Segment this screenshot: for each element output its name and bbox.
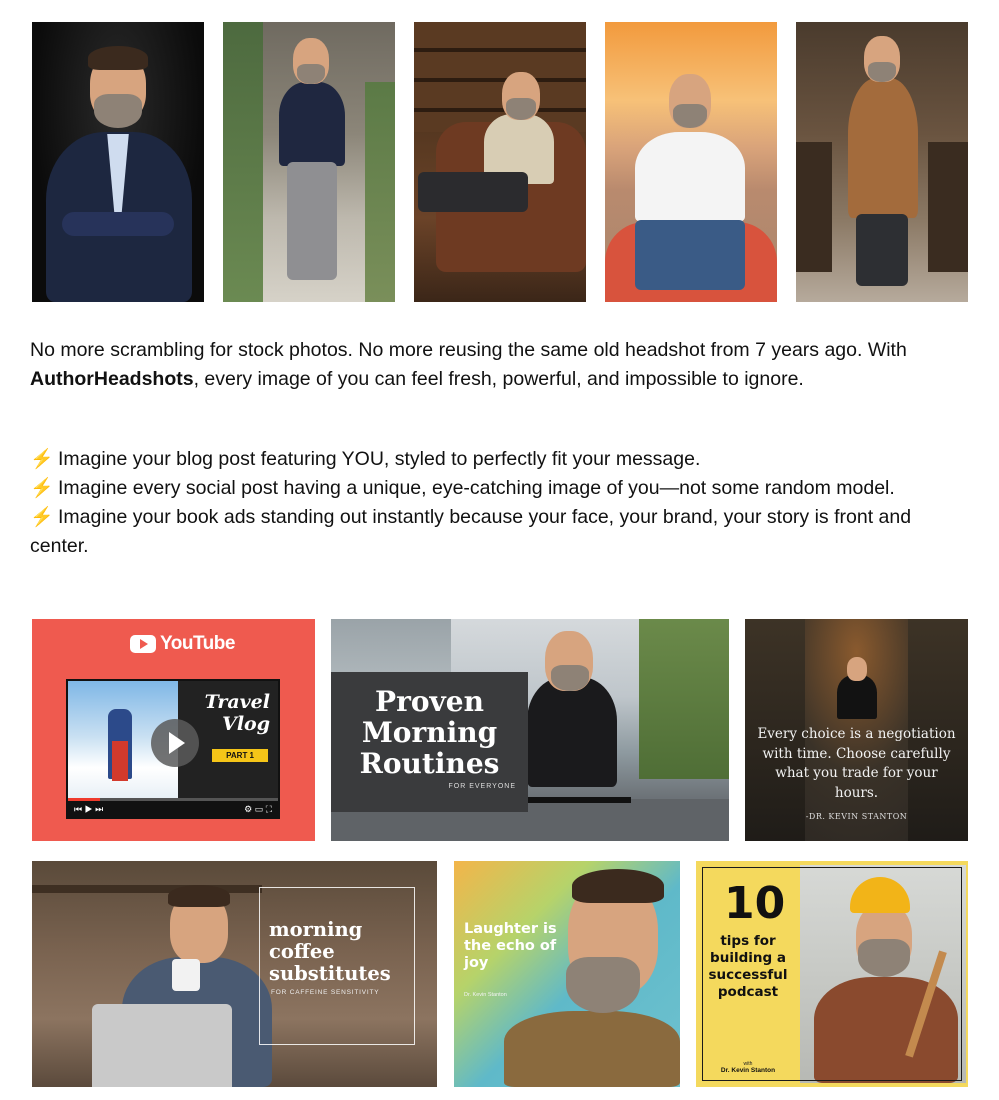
figure-hair — [572, 869, 664, 903]
intro-text-before: No more scrambling for stock photos. No more reusing the same old headshot from 7 years ago. With — [30, 339, 907, 361]
figure-shirt — [504, 1011, 680, 1087]
headshot-photo-car — [605, 22, 777, 302]
benefit-text: Imagine your blog post featuring YOU, styled to perfectly fit your message. — [58, 448, 701, 470]
plants-left — [223, 22, 263, 302]
plants-right — [365, 82, 395, 302]
morning-routines-example — [331, 619, 729, 841]
youtube-thumbnail-example — [32, 619, 315, 841]
video-title: Travel Vlog — [204, 691, 270, 735]
youtube-logo-text: YouTube — [160, 633, 235, 654]
figure-beard — [94, 94, 142, 128]
headshot-photo-library — [414, 22, 586, 302]
video-controls — [68, 801, 278, 817]
figure-hair — [88, 46, 148, 70]
figure-legs — [418, 172, 528, 212]
podcast-tips-example — [696, 861, 968, 1087]
figure-apron — [848, 78, 918, 218]
playback-controls-icon: ⏮ ▶ ⏭ — [74, 803, 104, 814]
figure-tshirt — [635, 132, 745, 222]
trees-right — [639, 619, 729, 779]
card-title: Proven Morning Routines — [359, 685, 500, 780]
youtube-logo — [130, 633, 235, 655]
card-subtitle: FOR EVERYONE — [448, 783, 516, 790]
quote-graphic-example — [745, 619, 968, 841]
lightning-icon: ⚡ — [30, 449, 54, 470]
figure-beard — [673, 104, 707, 128]
coffee-mug — [172, 959, 200, 991]
figure-legs — [287, 162, 337, 280]
quote-text: Every choice is a negotiation with time. Choose carefully what you trade for your hours. — [757, 726, 956, 801]
hiker-pants — [112, 741, 128, 781]
title-card — [331, 672, 528, 812]
headshot-photo-suit — [32, 22, 204, 302]
figure-beard — [506, 98, 536, 120]
brand-name: AuthorHeadshots — [30, 368, 194, 390]
benefit-text: Imagine every social post having a unique, eye-catching image of you—not some random model. — [58, 477, 895, 499]
workbench-left — [796, 142, 832, 272]
benefit-list — [30, 445, 960, 561]
benefit-item — [30, 474, 960, 503]
quote-author: -DR. KEVIN STANTON — [805, 812, 908, 821]
card-title: tips for building a successful podcast — [708, 933, 788, 1000]
figure-legs — [856, 214, 908, 286]
laughter-quote-example — [454, 861, 680, 1087]
settings-controls-icon: ⚙ ▭ ⛶ — [244, 803, 272, 814]
video-part-badge: PART 1 — [212, 749, 268, 762]
benefit-item — [30, 445, 960, 474]
tips-count: 10 — [724, 878, 786, 929]
lightning-icon: ⚡ — [30, 507, 54, 528]
intro-paragraph — [30, 336, 960, 394]
card-author: Dr. Kevin Stanton — [720, 1067, 776, 1074]
crossed-arms — [62, 212, 174, 236]
coffee-substitutes-example — [32, 861, 437, 1087]
benefit-item — [30, 503, 960, 561]
lightning-icon: ⚡ — [30, 478, 54, 499]
card-title: morning coffee substitutes — [269, 918, 391, 985]
card-subtitle: FOR CAFFEINE SENSITIVITY — [271, 989, 380, 996]
headshot-photo-walking — [223, 22, 395, 302]
card-title: Laughter is the echo of joy — [464, 921, 557, 971]
figure-jeans — [635, 220, 745, 290]
figure-beard — [868, 62, 896, 82]
laptop — [92, 1004, 232, 1087]
figure-coat — [837, 675, 877, 719]
benefit-text: Imagine your book ads standing out instantly because your face, your brand, your story is front and center. — [30, 506, 912, 557]
figure-hair — [168, 885, 230, 907]
card-author: Dr. Kevin Stanton — [464, 992, 507, 998]
cyclist-beard — [551, 665, 589, 691]
cyclist-jersey — [527, 677, 617, 787]
video-player — [66, 679, 280, 819]
figure-beard — [297, 64, 325, 84]
headshot-photo-workshop — [796, 22, 968, 302]
youtube-play-icon — [130, 635, 156, 653]
figure-head — [847, 657, 867, 681]
intro-text-after: , every image of you can feel fresh, powerful, and impossible to ignore. — [193, 368, 804, 390]
play-button-icon — [151, 719, 199, 767]
figure-torso — [279, 82, 345, 166]
workbench-right — [928, 142, 968, 272]
card-with: with — [743, 1061, 753, 1067]
